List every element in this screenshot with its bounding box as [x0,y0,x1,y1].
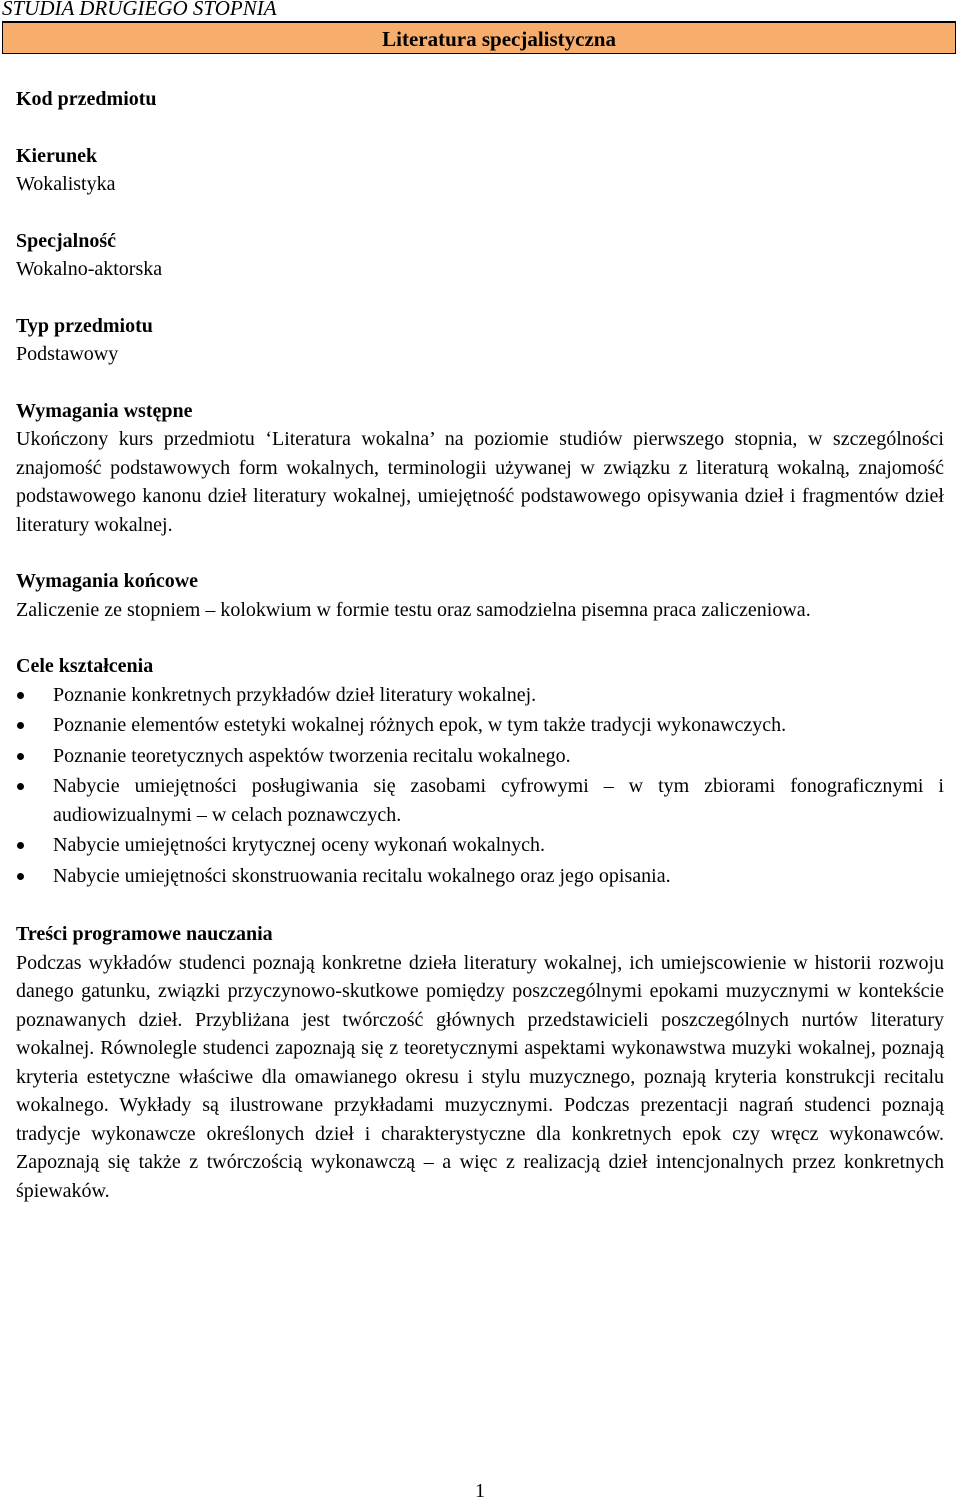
section-specjalnosc [16,227,944,284]
kod-label: Kod przedmiotu [16,88,157,110]
course-title-bar [2,21,956,54]
list-item: Nabycie umiejętności skonstruowania recitalu wokalnego oraz jego opisania. [16,862,944,891]
section-tresci [16,920,944,1205]
specjalnosc-value: Wokalno-aktorska [16,258,163,280]
wymagania-koncowe-text: Zaliczenie ze stopniem – kolokwium w formie testu oraz samodzielna pisemna praca zaliczeniowa. [16,598,811,621]
list-item: Poznanie konkretnych przykładów dzieł literatury wokalnej. [16,681,944,710]
wymagania-wstepne-text: Ukończony kurs przedmiotu ‘Literatura wokalna’ na poziomie studiów pierwszego stopnia, w szczególności znajomość podstawowych form wokalnych, terminologii używanej w związku z literaturą wokalną, znajomość podstawowego kanonu dzieł literatury wokalnej, umiejętność podstawowego opisywania dzieł i fragmentów dzieł literatury wokalnej. [16,428,944,536]
section-cele [16,652,944,890]
course-content [16,85,944,1233]
list-item: Poznanie teoretycznych aspektów tworzenia recitalu wokalnego. [16,742,944,771]
section-wymagania-koncowe [16,567,944,624]
specjalnosc-label: Specjalność [16,229,116,252]
kierunek-value: Wokalistyka [16,173,116,195]
section-wymagania-wstepne [16,397,944,540]
typ-label: Typ przedmiotu [16,314,153,337]
study-level-header: STUDIA DRUGIEGO STOPNIA [2,0,277,20]
list-item: Nabycie umiejętności krytycznej oceny wykonań wokalnych. [16,831,944,860]
list-item: Poznanie elementów estetyki wokalnej różnych epok, w tym także tradycji wykonawczych. [16,711,944,740]
section-kod [16,85,944,114]
section-kierunek [16,142,944,199]
page-number: 1 [475,1480,485,1502]
cele-list [16,681,944,891]
wymagania-wstepne-label: Wymagania wstępne [16,399,193,422]
kierunek-label: Kierunek [16,144,98,167]
cele-label: Cele kształcenia [16,655,154,677]
typ-value: Podstawowy [16,343,119,365]
wymagania-koncowe-label: Wymagania końcowe [16,570,199,592]
tresci-text: Podczas wykładów studenci poznają konkretne dzieła literatury wokalnej, ich umiejscowienie w historii rozwoju danego gatunku, związki przyczynowo-skutkowe pomiędzy poszczególnymi epokami muzycznymi w kontekście poznawanych dzieł. Przybliżana jest twórczość głównych przedstawicieli poszczególnych nurtów literatury wokalnej. Równolegle studenci zapoznają się z teoretycznymi aspektami wykonawstwa muzyki wokalnej, poznają kryteria estetyczne właściwe dla omawianego okresu i stylu muzycznego, poznają kryteria konstrukcji recitalu wokalnego. Wykłady są ilustrowane przykładami muzycznymi. Podczas prezentacji nagrań studenci poznają tradycje wykonawcze określonych dzieł i charakterystyczne dla konkretnych epok czy wręcz wykonawców. Zapoznają się także z twórczością wykonawczą – a więc z realizacją dzieł intencjonalnych przez konkretnych śpiewaków. [16,951,944,1202]
course-title: Literatura specjalistyczna [382,27,616,51]
section-typ [16,312,944,369]
list-item: Nabycie umiejętności posługiwania się zasobami cyfrowymi – w tym zbiorami fonograficznymi i audiowizualnymi – w celach poznawczych. [16,772,944,829]
tresci-label: Treści programowe nauczania [16,923,273,945]
